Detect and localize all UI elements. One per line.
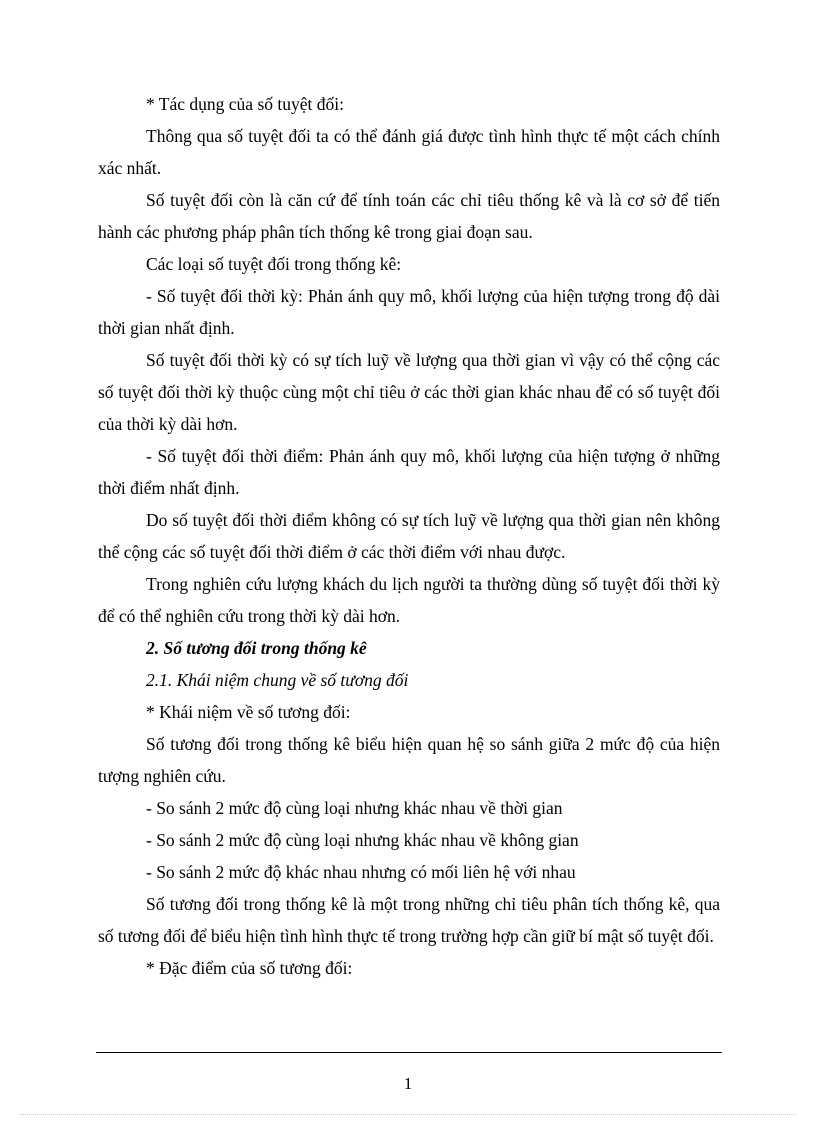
paragraph: * Đặc điểm của số tương đối: <box>146 958 353 978</box>
subsection-heading: 2.1. Khái niệm chung về số tương đối <box>146 670 409 690</box>
paragraph: * Tác dụng của số tuyệt đối: <box>146 94 344 114</box>
paragraph: Số tương đối trong thống kê biểu hiện quan hệ so sánh giữa 2 mức độ của hiện tượng nghiên cứu. <box>98 734 720 786</box>
paragraph: Số tương đối trong thống kê là một trong những chỉ tiêu phân tích thống kê, qua số tương đối để biểu hiện tình hình thực tế trong trường hợp cần giữ bí mật số tuyệt đối. <box>98 894 720 946</box>
page-number: 1 <box>403 1074 413 1093</box>
page-edge-divider <box>20 1114 796 1115</box>
paragraph: - Số tuyệt đối thời điểm: Phản ánh quy mô, khối lượng của hiện tượng ở những thời điểm nhất định. <box>98 446 720 498</box>
paragraph: - Số tuyệt đối thời kỳ: Phản ánh quy mô, khối lượng của hiện tượng trong độ dài thời gian nhất định. <box>98 286 720 338</box>
list-item: - So sánh 2 mức độ cùng loại nhưng khác nhau về không gian <box>146 830 579 850</box>
paragraph: Các loại số tuyệt đối trong thống kê: <box>146 254 402 274</box>
list-item: - So sánh 2 mức độ cùng loại nhưng khác nhau về thời gian <box>146 798 563 818</box>
paragraph: Trong nghiên cứu lượng khách du lịch người ta thường dùng số tuyệt đối thời kỳ để có thể nghiên cứu trong thời kỳ dài hơn. <box>98 574 720 626</box>
paragraph: * Khái niệm về số tương đối: <box>146 702 351 722</box>
paragraph: Do số tuyệt đối thời điểm không có sự tích luỹ về lượng qua thời gian nên không thể cộng các số tuyệt đối thời điểm ở các thời điểm với nhau được. <box>98 510 720 562</box>
footer-divider <box>96 1052 722 1053</box>
section-heading: 2. Số tương đối trong thống kê <box>146 638 367 658</box>
page-body <box>98 88 720 984</box>
paragraph: Thông qua số tuyệt đối ta có thể đánh giá được tình hình thực tế một cách chính xác nhất. <box>98 126 720 178</box>
paragraph: Số tuyệt đối còn là căn cứ để tính toán các chỉ tiêu thống kê và là cơ sở để tiến hành các phương pháp phân tích thống kê trong giai đoạn sau. <box>98 190 720 242</box>
list-item: - So sánh 2 mức độ khác nhau nhưng có mối liên hệ với nhau <box>146 862 576 882</box>
paragraph: Số tuyệt đối thời kỳ có sự tích luỹ về lượng qua thời gian vì vậy có thể cộng các số tuyệt đối thời kỳ thuộc cùng một chỉ tiêu ở các thời gian khác nhau để có số tuyệt đối của thời kỳ dài hơn. <box>98 350 720 434</box>
